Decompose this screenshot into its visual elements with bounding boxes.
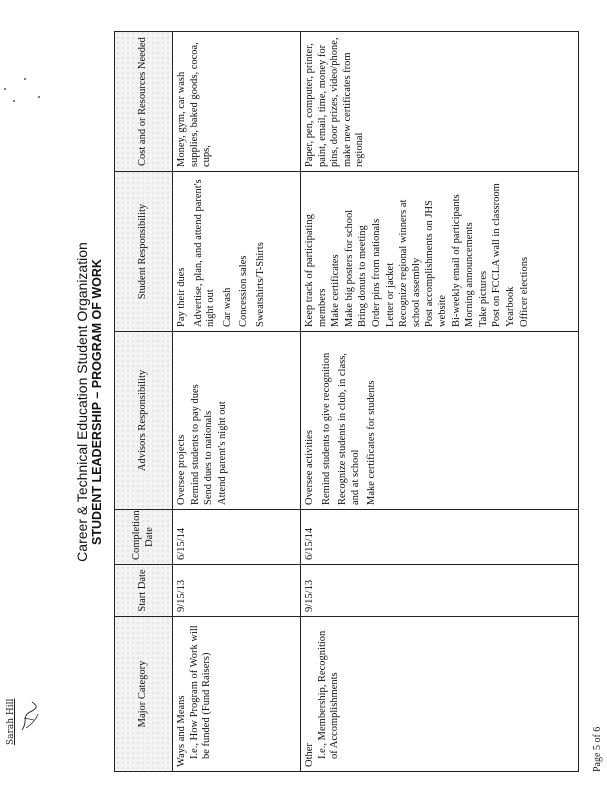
- list-item: Bi-weekly email of participants: [450, 194, 462, 327]
- list-item: Remind students to pay dues: [189, 384, 201, 505]
- category-title: Ways and Means: [176, 695, 187, 767]
- scan-speck: [13, 100, 15, 102]
- list-item: Oversee projects: [176, 434, 187, 505]
- list-item: Recognize regional winners at school assembly: [398, 199, 422, 327]
- column-header: Start Date: [115, 565, 173, 617]
- column-header: Major Category: [115, 617, 173, 772]
- list-item: Keep track of participating members: [304, 214, 328, 327]
- list-item: Yearbook: [504, 286, 516, 327]
- scan-speck: [24, 78, 26, 80]
- major-category-cell: [301, 617, 579, 772]
- list-item: Recognize students in club, in class, and at school: [337, 353, 361, 505]
- student-responsibility-cell: [301, 172, 579, 332]
- list-item: Sweatshirts/T-Shirts: [254, 242, 266, 327]
- scan-speck: [4, 88, 6, 90]
- list-item: Attend parent's night out: [216, 401, 228, 505]
- advisor-responsibility-cell: [301, 332, 579, 510]
- list-item: Make certificates for students: [366, 380, 378, 505]
- completion-date-cell: 6/15/14: [173, 510, 301, 565]
- column-header: Completion Date: [115, 510, 173, 565]
- list-item: Morning announcements: [464, 222, 476, 327]
- page-number: Page 5 of 6: [592, 726, 603, 772]
- completion-date-cell: 6/15/14: [301, 510, 579, 565]
- document-subtitle: STUDENT LEADERSHIP – PROGRAM OF WORK: [90, 259, 104, 545]
- category-description: I.e., How Program of Work will be funded (Fund Raisers): [188, 625, 213, 759]
- list-item: Officer elections: [518, 256, 530, 327]
- list-item: Send dues to nationals: [203, 410, 215, 505]
- cost-resources-cell: Money, gym, car wash supplies, baked goods, cocoa, cups,: [173, 32, 301, 172]
- list-item: Letter or jacket: [384, 262, 396, 327]
- handwritten-name: Sarah Hill: [6, 698, 16, 745]
- category-description: I.e., Membership, Recognition of Accomplishments: [316, 630, 341, 759]
- list-item: Bring donuts to meeting: [357, 225, 369, 327]
- category-title: Other: [304, 743, 315, 767]
- list-item: Concession sales: [238, 255, 250, 327]
- cost-resources-cell: Paper, pen, computer, printer, paint, email, time, money for pins, door prizes, video/phone, make new certificates from regional: [301, 32, 579, 172]
- list-item: Oversee activities: [304, 430, 315, 505]
- scan-speck: [38, 96, 40, 98]
- column-header: Advisors Responsibility: [115, 332, 173, 510]
- start-date-cell: 9/15/13: [301, 565, 579, 617]
- list-item: Car wash: [221, 287, 233, 327]
- title-block: [66, 32, 114, 772]
- signature-scribble: [18, 700, 44, 734]
- list-item: Order pins from nationals: [370, 218, 382, 327]
- student-responsibility-cell: [173, 172, 301, 332]
- column-header: Student Responsibility: [115, 172, 173, 332]
- list-item: Make certificates: [330, 254, 342, 327]
- list-item: Pay their dues: [176, 267, 187, 327]
- table-row: [301, 32, 579, 772]
- major-category-cell: [173, 617, 301, 772]
- list-item: Remind students to give recognition: [320, 352, 332, 505]
- list-item: Advertise, plan, and attend parent's night out: [192, 179, 217, 327]
- list-item: Make big posters for school: [343, 209, 355, 327]
- table-header-row: [115, 32, 173, 772]
- advisor-responsibility-cell: [173, 332, 301, 510]
- column-header: Cost and or Resources Needed: [115, 32, 173, 172]
- program-of-work-table: [114, 31, 579, 772]
- program-of-work-page: [66, 32, 579, 772]
- document-title: Career & Technical Education Student Organization: [74, 242, 90, 562]
- list-item: Take pictures: [477, 270, 489, 327]
- list-item: Post on FCCLA wall in classroom: [491, 183, 503, 327]
- list-item: Post accomplishments on JHS website: [424, 200, 448, 327]
- table-row: [173, 32, 301, 772]
- start-date-cell: 9/15/13: [173, 565, 301, 617]
